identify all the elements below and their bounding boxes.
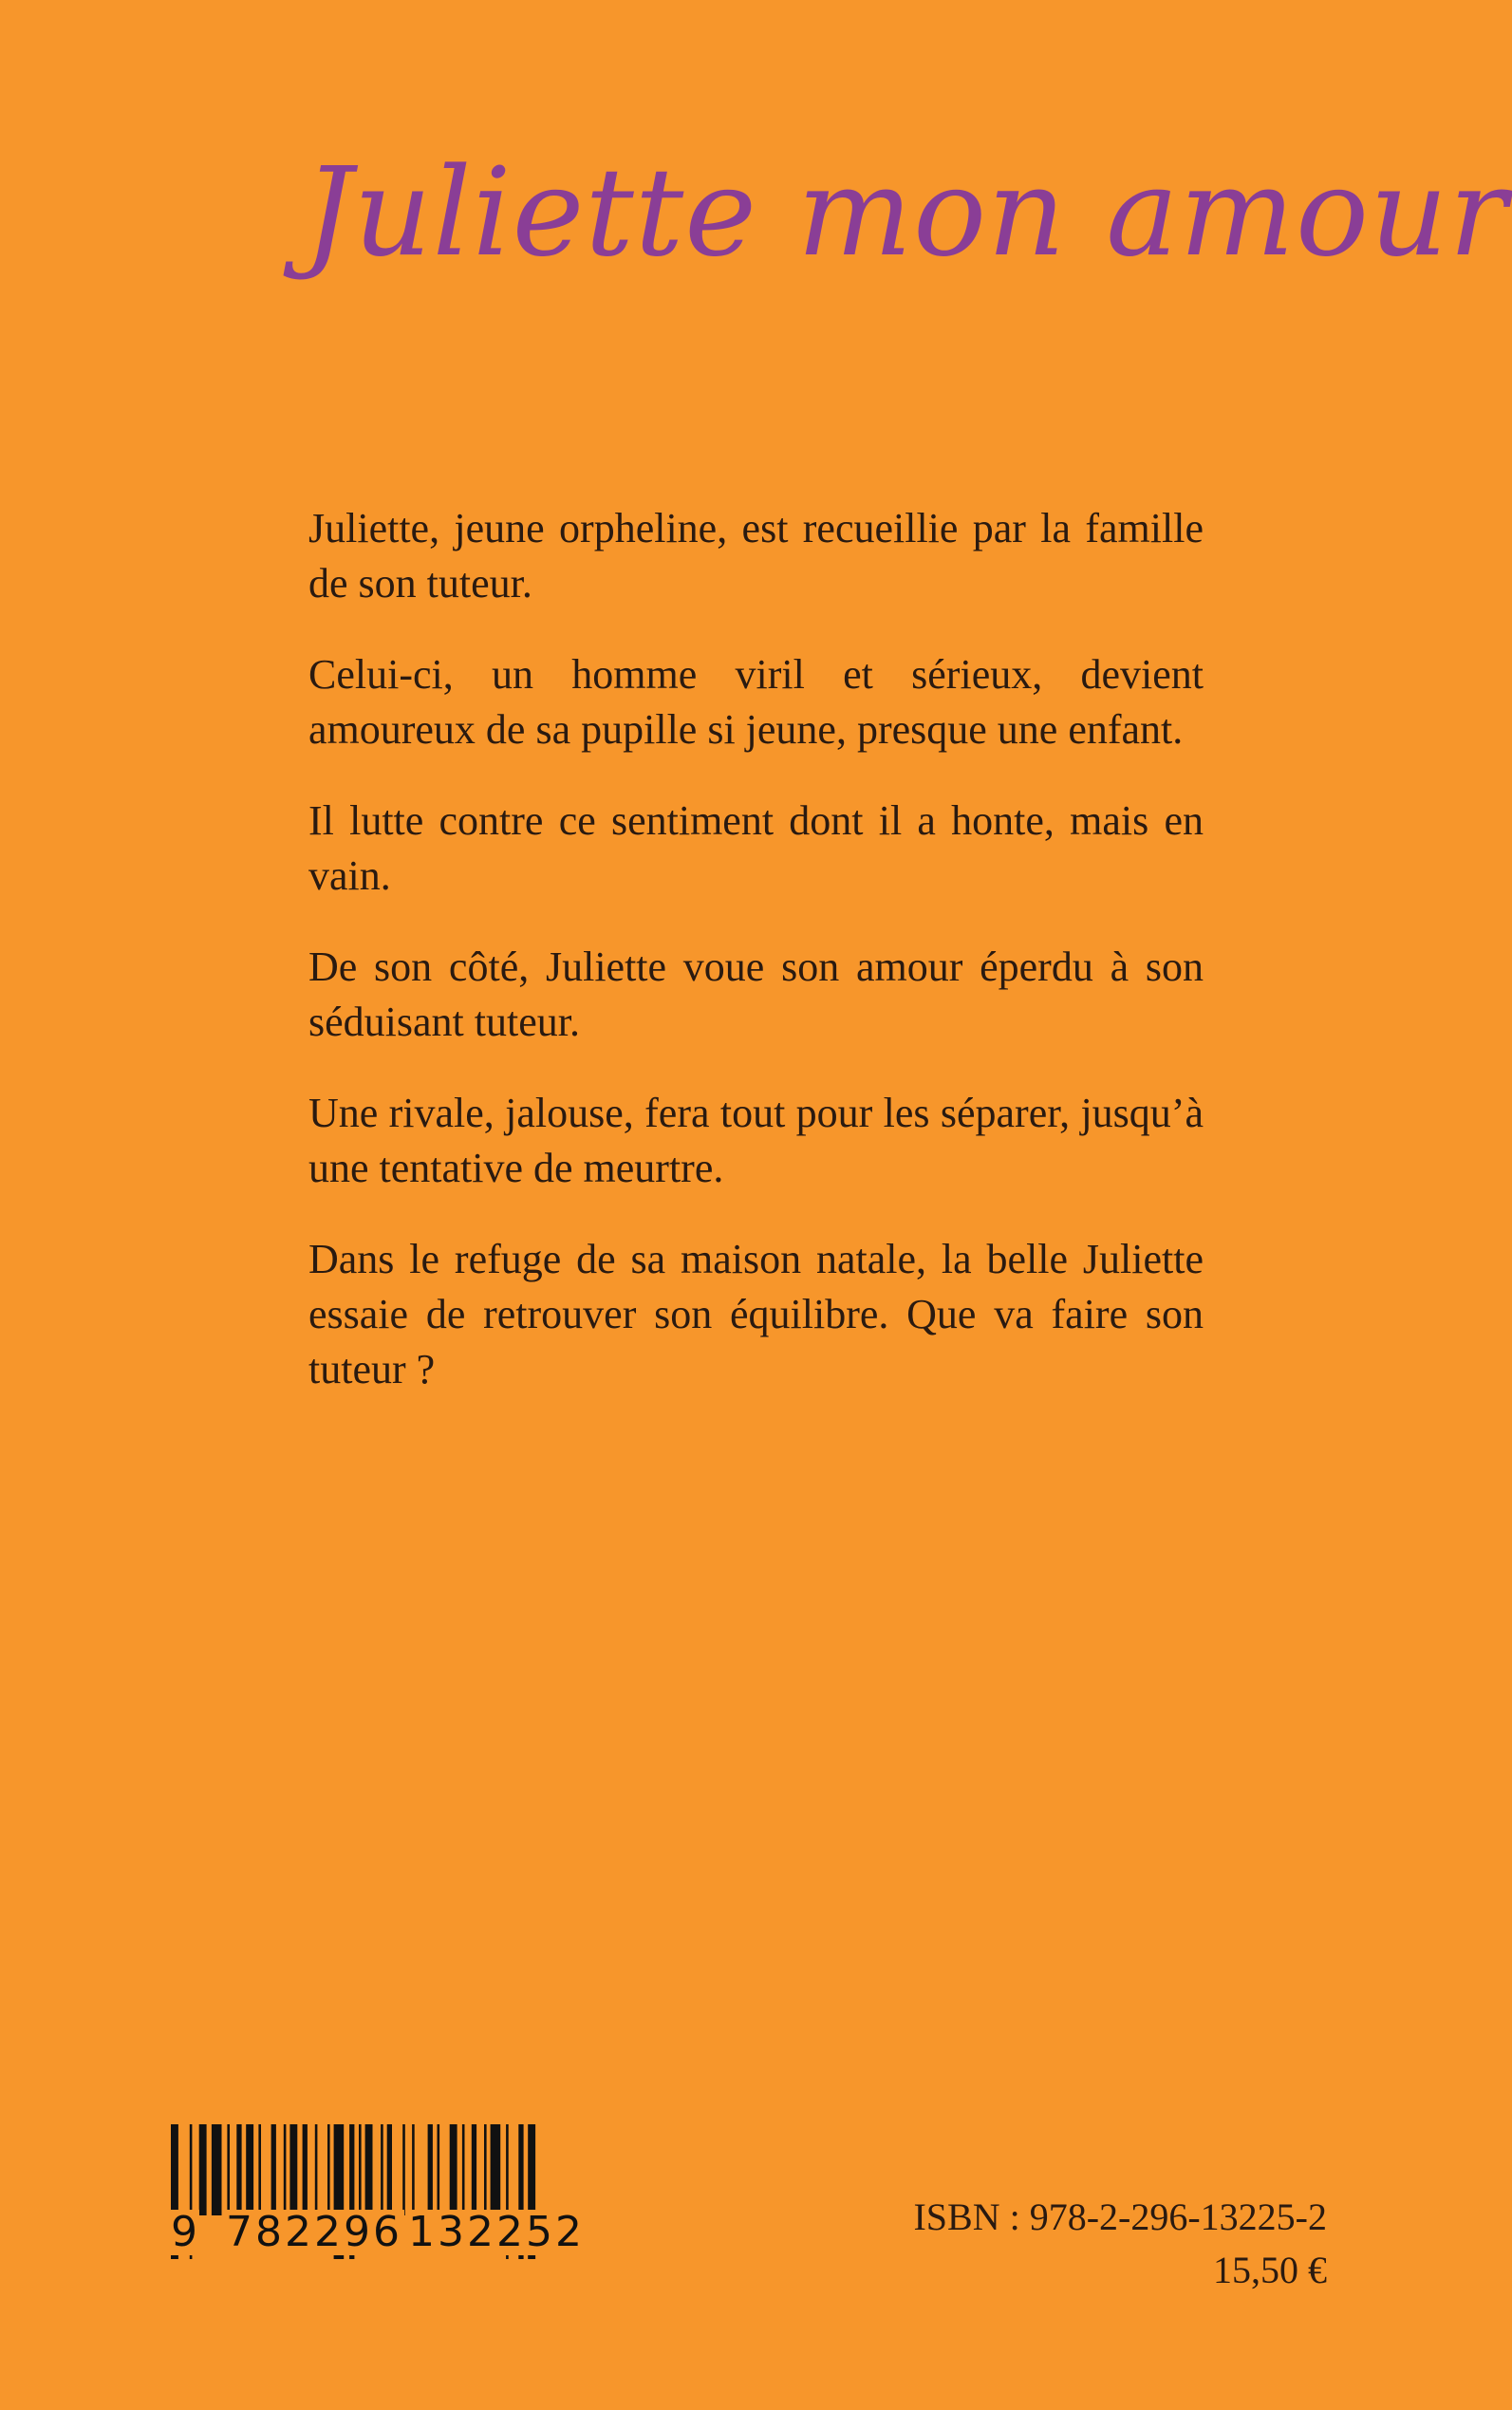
barcode-digits — [169, 2210, 606, 2255]
barcode-bar — [428, 2124, 433, 2215]
barcode-group-1: 782296 — [226, 2208, 402, 2256]
barcode-lead-digit: 9 — [171, 2208, 197, 2256]
barcode-bar — [227, 2124, 230, 2215]
barcode-bar — [484, 2124, 487, 2215]
blurb-paragraph: Celui-ci, un homme viril et sérieux, devient amoureux de sa pupille si jeune, presque une enfant. — [308, 651, 1204, 753]
barcode-bar — [246, 2124, 253, 2215]
barcode-bar — [315, 2124, 318, 2215]
barcode-bar — [381, 2124, 383, 2215]
barcode-bar — [284, 2124, 287, 2215]
blurb-paragraph: Une rivale, jalouse, fera tout pour les séparer, jusqu’à une tentative de meurtre. — [308, 1090, 1204, 1191]
back-cover-blurb — [308, 501, 1204, 1433]
blurb-paragraph: Juliette, jeune orpheline, est recueillie par la famille de son tuteur. — [308, 505, 1204, 607]
barcode-bar — [303, 2124, 308, 2215]
barcode-bar — [327, 2124, 330, 2215]
price-text: 15,50 € — [1213, 2249, 1327, 2291]
isbn-price-block — [913, 2191, 1327, 2297]
barcode-bar — [271, 2124, 276, 2215]
barcode-bar — [365, 2124, 373, 2215]
barcode-bar — [450, 2124, 457, 2215]
barcode-bar — [199, 2124, 207, 2215]
barcode-bar — [402, 2124, 405, 2215]
barcode-bar — [491, 2124, 501, 2215]
barcode-bar — [462, 2124, 465, 2215]
barcode-bar — [212, 2124, 222, 2215]
barcode-bar — [289, 2124, 297, 2215]
barcode-bar — [236, 2124, 241, 2215]
barcode-group-2: 132252 — [408, 2208, 585, 2256]
barcode-bar — [472, 2124, 476, 2215]
barcode-bar — [438, 2124, 440, 2215]
blurb-paragraph: De son côté, Juliette voue son amour éperdu à son séduisant tuteur. — [308, 943, 1204, 1045]
barcode-bar — [258, 2124, 261, 2215]
blurb-paragraph: Dans le refuge de sa maison natale, la belle Juliette essaie de retrouver son équilibre. Que va faire son tuteur ? — [308, 1236, 1204, 1392]
barcode-bar — [359, 2124, 362, 2215]
barcode-bar — [412, 2124, 415, 2215]
barcode-bar — [387, 2124, 392, 2215]
isbn-text: ISBN : 978-2-296-13225-2 — [913, 2195, 1327, 2238]
book-title: Juliette mon amour — [304, 142, 1508, 284]
blurb-paragraph: Il lutte contre ce sentiment dont il a honte, mais en vain. — [308, 797, 1204, 899]
